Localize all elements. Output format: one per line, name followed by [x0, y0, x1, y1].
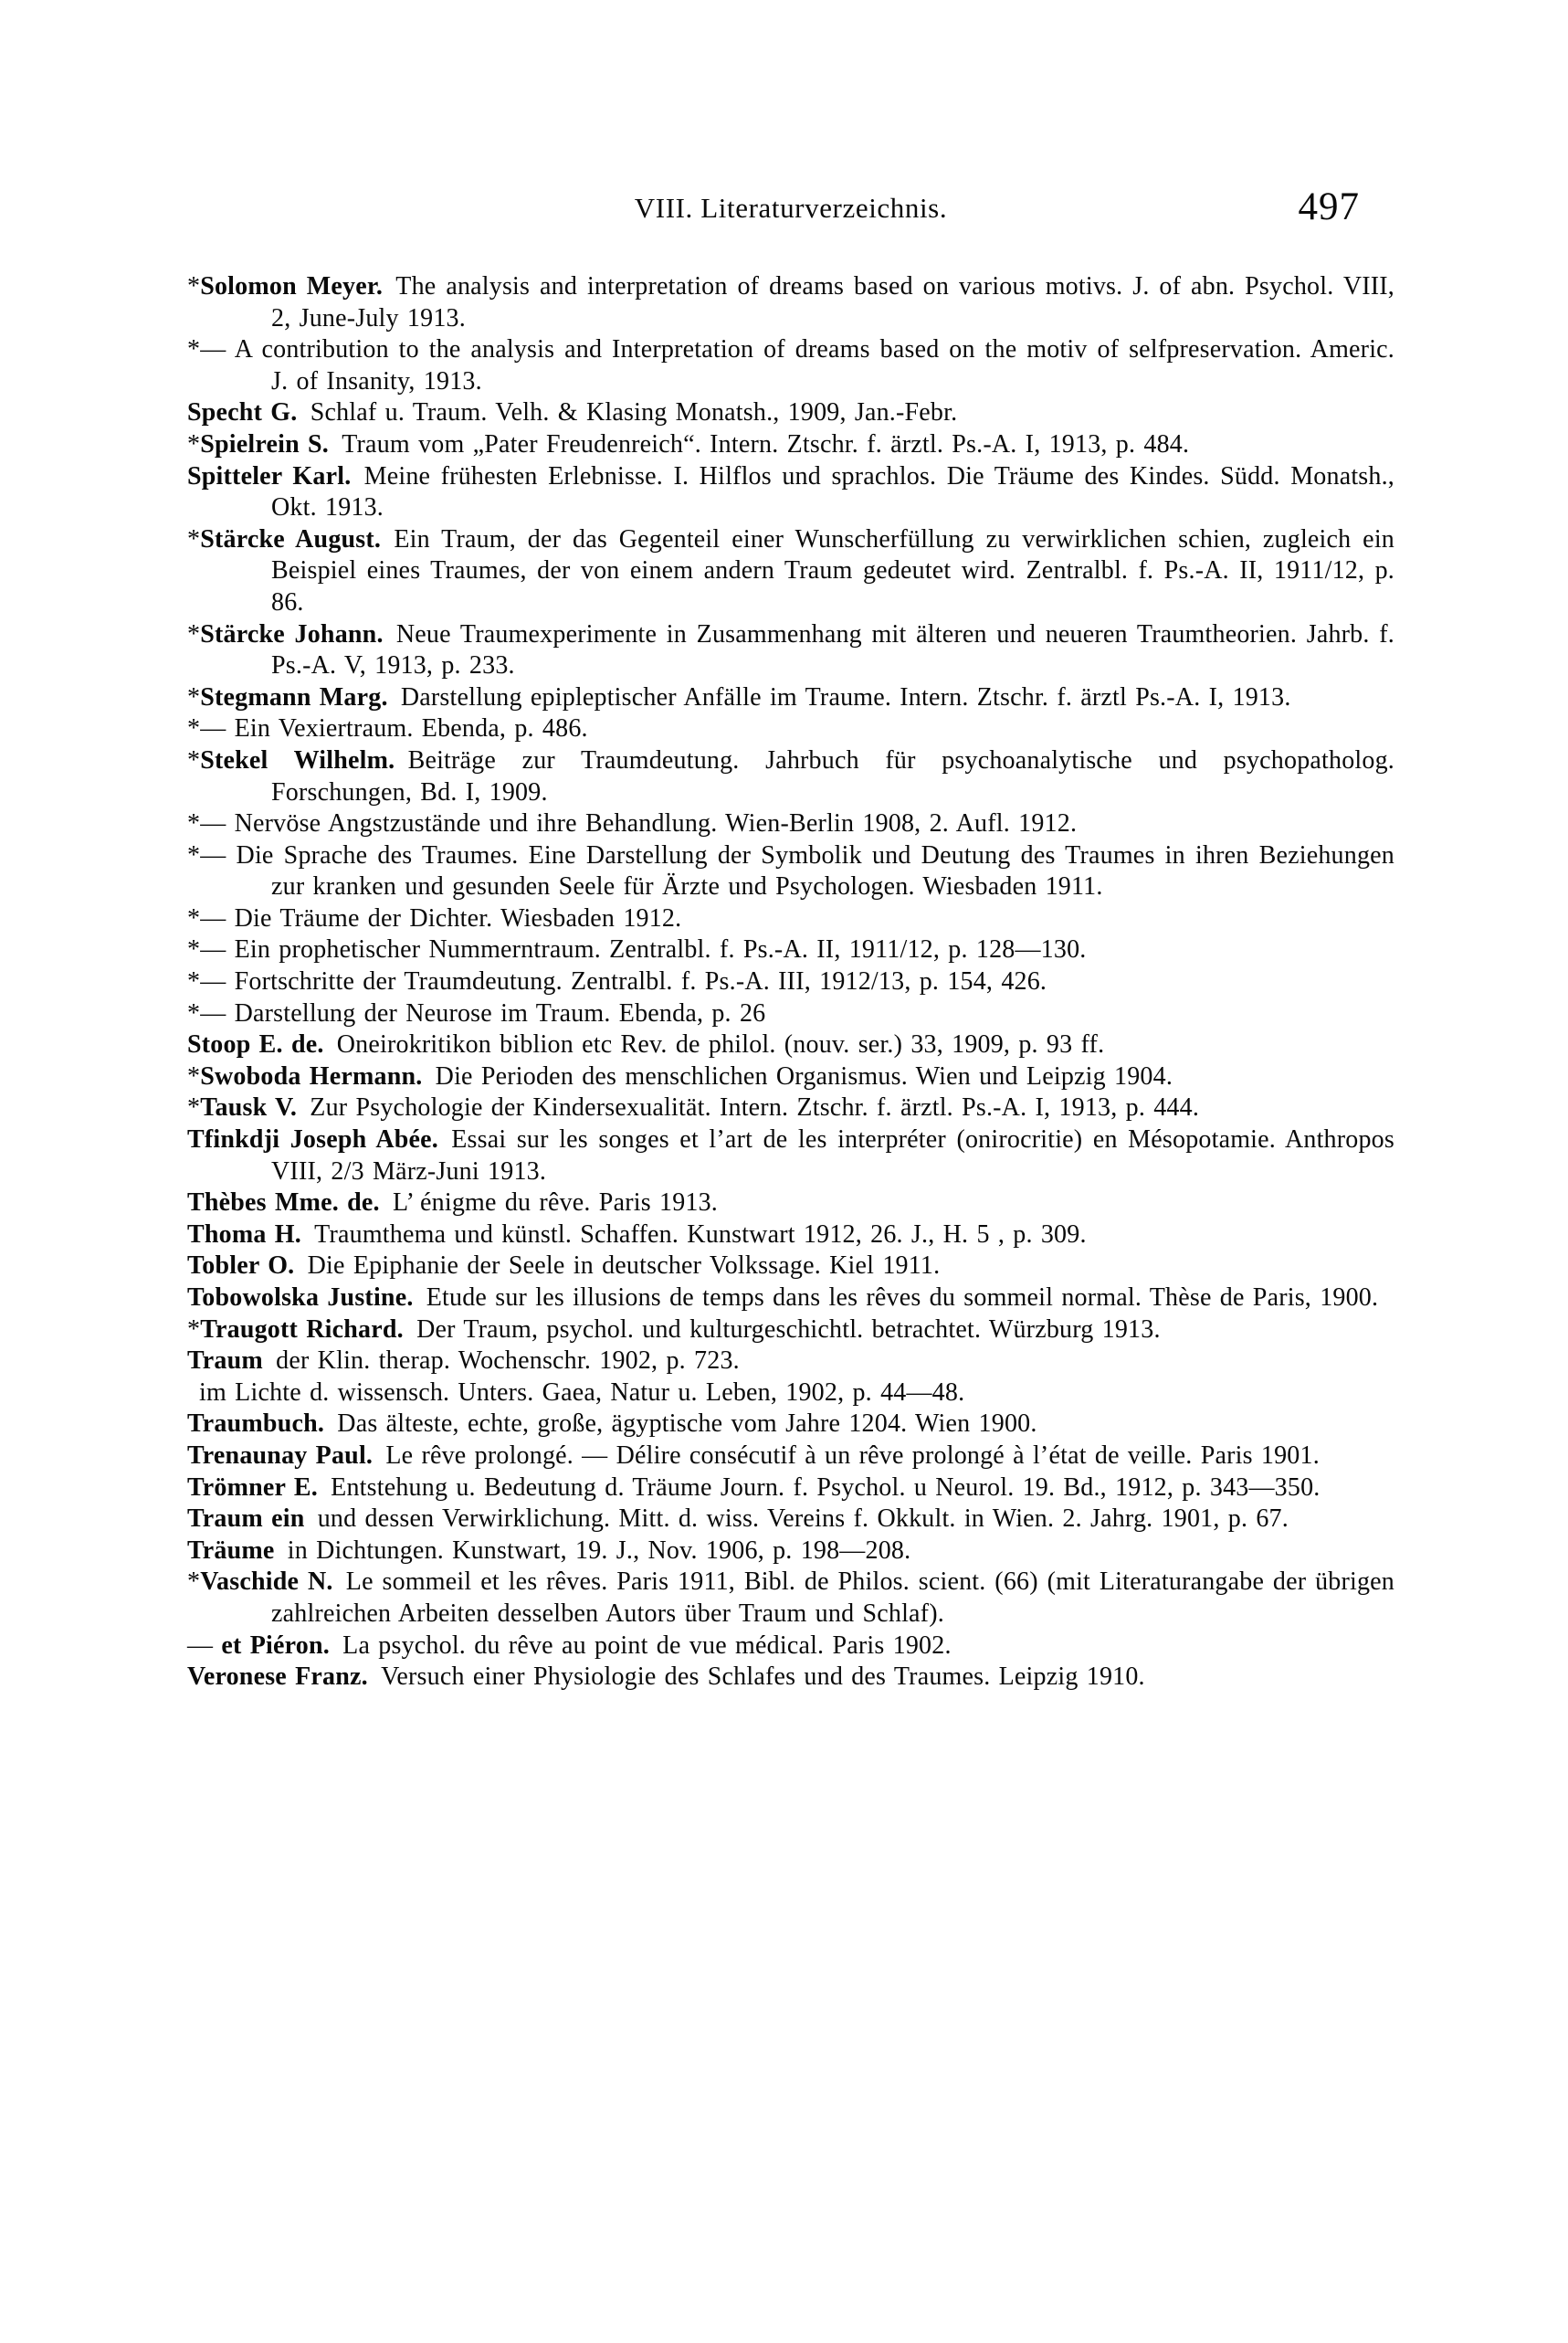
bibliography-entry [187, 966, 1394, 998]
bibliography-entry [187, 1092, 1394, 1124]
entry-author: Specht G. [187, 398, 310, 427]
entry-author: Veronese Franz. [187, 1662, 382, 1692]
entry-author: Tobowolska Justine. [187, 1283, 426, 1312]
entry-marker: *— [187, 998, 235, 1028]
entry-marker: * [187, 429, 201, 459]
entry-author: Stegmann Marg. [200, 682, 401, 712]
entry-text: Der Traum, psychol. und kulturgeschichtl. betrachtet. Würzburg 1913. [416, 1314, 1161, 1344]
bibliography-entry [187, 808, 1394, 840]
entry-text: Traumthema und künstl. Schaffen. Kunstwart 1912, 26. J., H. 5 , p. 309. [314, 1219, 1087, 1249]
entry-marker: * [187, 1061, 201, 1091]
entry-marker: — [187, 1631, 222, 1660]
entry-text: im Lichte d. wissensch. Unters. Gaea, Natur u. Leben, 1902, p. 44—48. [199, 1377, 965, 1407]
entry-author: Traumbuch. [187, 1409, 338, 1439]
entry-author: Thèbes Mme. de. [187, 1188, 393, 1218]
entry-text: Beiträge zur Traumdeutung. Jahrbuch für psychoanalytische und psychopatholog. Forschungen, Bd. I, 1909. [271, 745, 1394, 807]
entry-text: The analysis and interpretation of dreams based on various motivs. J. of abn. Psychol. VIII, 2, June-July 1913. [271, 272, 1395, 332]
entry-marker: *— [187, 840, 237, 870]
entry-marker: * [187, 524, 201, 554]
entry-text: Le rêve prolongé. — Délire consécutif à un rêve prolongé à l’état de veille. Paris 1901. [385, 1441, 1320, 1470]
bibliography-entry [187, 1662, 1394, 1694]
entry-author: Stärcke August. [200, 524, 395, 554]
entry-author: Tausk V. [200, 1093, 310, 1123]
bibliography-entry [187, 461, 1394, 524]
entry-marker: *— [187, 809, 235, 839]
bibliography-entry [187, 1536, 1394, 1567]
bibliography-entry [187, 1472, 1394, 1504]
entry-text: Darstellung der Neurose im Traum. Ebenda, p. 26 [234, 998, 766, 1028]
entry-text: Essai sur les songes et l’art de les interpréter (onirocritie) en Mésopotamie. Anthropos VIII, 2/3 März-Juni 1913. [271, 1125, 1394, 1186]
entry-text: Das älteste, echte, große, ägyptische vom Jahre 1204. Wien 1900. [337, 1409, 1037, 1439]
bibliography-entry [187, 271, 1394, 334]
entry-author: Trenaunay Paul. [187, 1441, 386, 1470]
entry-text: Ein prophetischer Nummerntraum. Zentralbl. f. Ps.-A. II, 1911/12, p. 128—130. [234, 935, 1087, 965]
entry-text: Nervöse Angstzustände und ihre Behandlung. Wien-Berlin 1908, 2. Aufl. 1912. [234, 809, 1078, 839]
bibliography-entry [187, 1409, 1394, 1441]
bibliography-entry [187, 1504, 1394, 1536]
entry-text: A contribution to the analysis and Interpretation of dreams based on the motiv of selfpreservation. Americ. J. of Insanity, 1913. [234, 335, 1395, 396]
entry-author: et Piéron. [221, 1631, 343, 1660]
bibliography-entry [187, 745, 1394, 808]
entry-text: Meine frühesten Erlebnisse. I. Hilflos und sprachlos. Die Träume des Kindes. Südd. Monatsh., Okt. 1913. [271, 461, 1394, 522]
bibliography-entry [187, 429, 1394, 461]
entry-author: Solomon Meyer. [200, 272, 396, 301]
page-number: 497 [1298, 185, 1360, 228]
bibliography-entry [187, 1029, 1394, 1061]
entry-marker: * [187, 1093, 201, 1123]
entry-author: Tobler O. [187, 1251, 308, 1281]
entry-author: Traugott Richard. [200, 1314, 417, 1344]
entry-author: Stärcke Johann. [200, 619, 396, 649]
bibliography-entry [187, 1219, 1394, 1251]
entry-marker: *— [187, 967, 235, 997]
bibliography-entry [187, 682, 1394, 714]
entry-marker: * [187, 745, 201, 775]
bibliography-entry [187, 1061, 1394, 1093]
entry-text: Oneirokritikon biblion etc Rev. de philol. (nouv. ser.) 33, 1909, p. 93 ff. [336, 1030, 1105, 1060]
entry-marker: *— [187, 335, 235, 364]
entry-author: Tfinkdji Joseph Abée. [187, 1125, 452, 1155]
entry-marker: * [187, 1314, 201, 1344]
bibliography-entry [187, 524, 1394, 619]
entry-text: Die Perioden des menschlichen Organismus. Wien und Leipzig 1904. [435, 1061, 1173, 1091]
bibliography-entry [187, 1314, 1394, 1346]
bibliography-entry [187, 934, 1394, 966]
bibliography-entry [187, 619, 1394, 682]
entry-author: Traum ein [187, 1504, 318, 1534]
bibliography-entry [187, 1124, 1394, 1187]
entry-author: Spitteler Karl. [187, 461, 364, 491]
entry-author: Thoma H. [187, 1219, 315, 1249]
bibliography-entry [187, 998, 1394, 1030]
bibliography-entry [187, 1187, 1394, 1219]
entry-author: Träume [187, 1536, 288, 1565]
bibliography-entry [187, 1631, 1394, 1662]
entry-text: Versuch einer Physiologie des Schlafes und des Traumes. Leipzig 1910. [381, 1662, 1145, 1692]
entry-text: Die Träume der Dichter. Wiesbaden 1912. [234, 903, 682, 933]
bibliography-entry [187, 713, 1394, 745]
bibliography-entry [199, 1377, 1394, 1409]
entry-author: Vaschide N. [200, 1567, 346, 1597]
entry-text: Neue Traumexperimente in Zusammenhang mit älteren und neueren Traumtheorien. Jahrb. f. Ps.-A. V, 1913, p. 233. [271, 619, 1394, 681]
entry-author: Trömner E. [187, 1472, 331, 1502]
entry-text: Traum vom „Pater Freudenreich“. Intern. Ztschr. f. ärztl. Ps.-A. I, 1913, p. 484. [342, 429, 1190, 459]
entry-text: Fortschritte der Traumdeutung. Zentralbl. f. Ps.-A. III, 1912/13, p. 154, 426. [234, 967, 1047, 997]
bibliography-list [187, 271, 1394, 1694]
bibliography-entry [187, 1282, 1394, 1314]
entry-text: Ein Vexiertraum. Ebenda, p. 486. [234, 714, 588, 744]
entry-text: in Dichtungen. Kunstwart, 19. J., Nov. 1906, p. 198—208. [287, 1536, 911, 1565]
entry-marker: *— [187, 903, 235, 933]
entry-author: Stekel Wilhelm. [200, 745, 408, 775]
entry-text: Schlaf u. Traum. Velh. & Klasing Monatsh., 1909, Jan.-Febr. [310, 398, 958, 427]
bibliography-entry [187, 1251, 1394, 1282]
bibliography-entry [187, 1567, 1394, 1630]
section-title: VIII. Literaturverzeichnis. [634, 192, 948, 224]
bibliography-entry [187, 334, 1394, 397]
entry-text: der Klin. therap. Wochenschr. 1902, p. 723. [276, 1346, 740, 1376]
entry-marker: * [187, 682, 201, 712]
entry-marker: * [187, 1567, 201, 1597]
bibliography-entry [187, 1346, 1394, 1377]
entry-text: Ein Traum, der das Gegenteil einer Wunscherfüllung zu verwirklichen schien, zugleich ein Beispiel eines Traumes, der von einem andern Traum gedeutet wird. Zentralbl. f. Ps.-A. II, 1911/12, p. 86. [271, 524, 1394, 617]
entry-marker: * [187, 272, 201, 301]
entry-text: La psychol. du rêve au point de vue médical. Paris 1902. [342, 1631, 952, 1660]
bibliography-entry [187, 397, 1394, 429]
entry-author: Spielrein S. [200, 429, 342, 459]
entry-text: Darstellung epipleptischer Anfälle im Traume. Intern. Ztschr. f. ärztl Ps.-A. I, 1913. [400, 682, 1291, 712]
bibliography-entry [187, 840, 1394, 903]
entry-marker: * [187, 619, 201, 649]
entry-author: Swoboda Hermann. [200, 1061, 436, 1091]
entry-author: Traum [187, 1346, 277, 1376]
bibliography-entry [187, 1441, 1394, 1472]
entry-text: Zur Psychologie der Kindersexualität. Intern. Ztschr. f. ärztl. Ps.-A. I, 1913, p. 444. [310, 1093, 1200, 1123]
entry-text: L’ énigme du rêve. Paris 1913. [392, 1188, 719, 1218]
entry-text: Etude sur les illusions de temps dans les rêves du sommeil normal. Thèse de Paris, 1900. [426, 1283, 1379, 1312]
entry-text: Entstehung u. Bedeutung d. Träume Journ. f. Psychol. u Neurol. 19. Bd., 1912, p. 343—350. [331, 1472, 1321, 1502]
entry-marker: *— [187, 714, 235, 744]
entry-marker: *— [187, 935, 235, 965]
entry-text: Die Epiphanie der Seele in deutscher Volkssage. Kiel 1911. [307, 1251, 941, 1281]
entry-text: Die Sprache des Traumes. Eine Darstellung der Symbolik und Deutung des Traumes in ihren Beziehungen zur kranken und gesunden Seele für Ärzte und Psychologen. Wiesbaden 1911. [236, 840, 1394, 902]
entry-text: Le sommeil et les rêves. Paris 1911, Bibl. de Philos. scient. (66) (mit Literaturangabe der übrigen zahlreichen Arbeiten desselben Autors über Traum und Schlaf). [271, 1567, 1394, 1628]
bibliography-entry [187, 903, 1394, 935]
entry-text: und dessen Verwirklichung. Mitt. d. wiss. Vereins f. Okkult. in Wien. 2. Jahrg. 1901, p. 67. [317, 1504, 1289, 1534]
page-header [187, 192, 1394, 237]
entry-author: Stoop E. de. [187, 1030, 337, 1060]
